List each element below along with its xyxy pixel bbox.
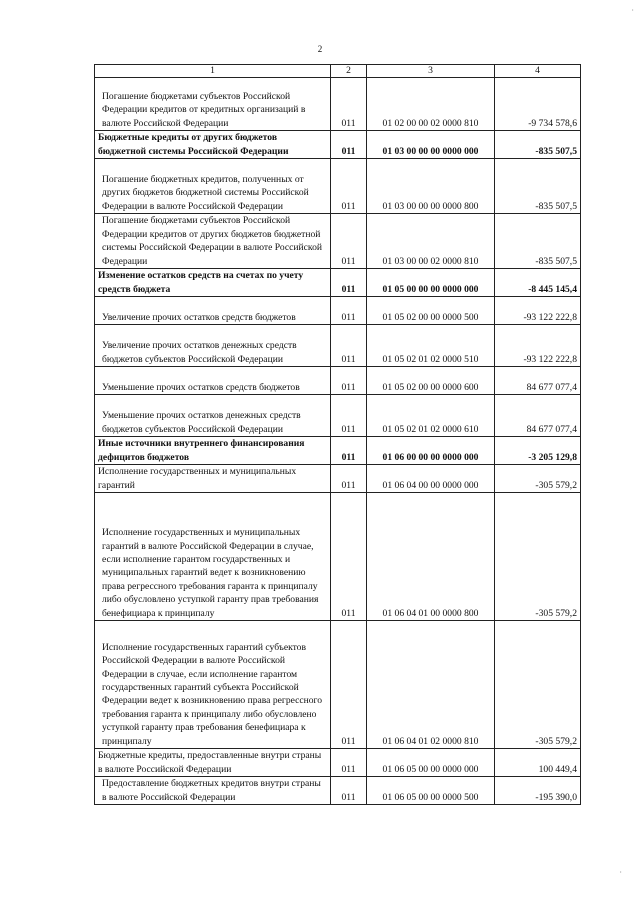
row-name: Предоставление бюджетных кредитов внутри страны в валюте Российской Федерации <box>95 777 331 805</box>
row-amount: -835 507,5 <box>495 159 581 214</box>
row-classification-code: 01 05 02 00 00 0000 500 <box>367 297 495 325</box>
row-classification-code: 01 02 00 00 02 0000 810 <box>367 78 495 131</box>
row-admin-code: 011 <box>331 269 367 297</box>
row-amount: -93 122 222,8 <box>495 325 581 367</box>
row-admin-code: 011 <box>331 325 367 367</box>
row-amount: 84 677 077,4 <box>495 367 581 395</box>
row-admin-code: 011 <box>331 367 367 395</box>
row-admin-code: 011 <box>331 437 367 465</box>
row-name: Бюджетные кредиты, предоставленные внутри страны в валюте Российской Федерации <box>95 749 331 777</box>
row-name: Увеличение прочих остатков денежных средств бюджетов субъектов Российской Федерации <box>95 325 331 367</box>
row-classification-code: 01 06 04 01 02 0000 810 <box>367 621 495 749</box>
row-admin-code: 011 <box>331 465 367 493</box>
row-classification-code: 01 03 00 00 00 0000 800 <box>367 159 495 214</box>
table-row <box>95 214 581 269</box>
row-name: Уменьшение прочих остатков средств бюджетов <box>95 367 331 395</box>
table-row <box>95 621 581 749</box>
row-admin-code: 011 <box>331 621 367 749</box>
table-row <box>95 78 581 131</box>
row-amount: -9 734 578,6 <box>495 78 581 131</box>
scan-mark: · <box>631 6 634 15</box>
table-row <box>95 297 581 325</box>
row-admin-code: 011 <box>331 297 367 325</box>
row-admin-code: 011 <box>331 777 367 805</box>
table-row <box>95 131 581 159</box>
row-name: Иные источники внутреннего финансирования дефицитов бюджетов <box>95 437 331 465</box>
row-admin-code: 011 <box>331 749 367 777</box>
row-admin-code: 011 <box>331 159 367 214</box>
row-amount: -835 507,5 <box>495 214 581 269</box>
header-col-4: 4 <box>495 65 581 78</box>
table-row <box>95 777 581 805</box>
row-amount: -3 205 129,8 <box>495 437 581 465</box>
row-classification-code: 01 06 00 00 00 0000 000 <box>367 437 495 465</box>
row-classification-code: 01 05 00 00 00 0000 000 <box>367 269 495 297</box>
row-classification-code: 01 06 05 00 00 0000 500 <box>367 777 495 805</box>
header-col-1: 1 <box>95 65 331 78</box>
row-amount: -835 507,5 <box>495 131 581 159</box>
row-amount: 84 677 077,4 <box>495 395 581 437</box>
row-classification-code: 01 06 04 01 00 0000 800 <box>367 493 495 621</box>
table-row <box>95 465 581 493</box>
row-name: Уменьшение прочих остатков денежных средств бюджетов субъектов Российской Федерации <box>95 395 331 437</box>
row-classification-code: 01 06 05 00 00 0000 000 <box>367 749 495 777</box>
table-row <box>95 395 581 437</box>
scan-mark: · <box>619 868 622 877</box>
row-amount: -305 579,2 <box>495 493 581 621</box>
row-admin-code: 011 <box>331 78 367 131</box>
row-name: Погашение бюджетами субъектов Российской Федерации кредитов от кредитных организаций в валюте Российской Федерации <box>95 78 331 131</box>
row-amount: 100 449,4 <box>495 749 581 777</box>
row-name: Погашение бюджетных кредитов, полученных от других бюджетов бюджетной системы Российской Федерации в валюте Российской Федерации <box>95 159 331 214</box>
row-classification-code: 01 05 02 01 02 0000 510 <box>367 325 495 367</box>
row-classification-code: 01 05 02 00 00 0000 600 <box>367 367 495 395</box>
row-name: Погашение бюджетами субъектов Российской Федерации кредитов от других бюджетов бюджетной системы Российской Федерации в валюте Российской Федерации <box>95 214 331 269</box>
row-admin-code: 011 <box>331 395 367 437</box>
row-name: Исполнение государственных и муниципальных гарантий <box>95 465 331 493</box>
row-name: Исполнение государственных гарантий субъектов Российской Федерации в валюте Российской Федерации в случае, если исполнение гарантом государственных гарантий субъекта Российской Федерации ведет к возникновению права регрессного требования гаранта к принципалу либо обусловлено уступкой гаранту прав требования бенефициара к принципалу <box>95 621 331 749</box>
row-amount: -305 579,2 <box>495 621 581 749</box>
table-row <box>95 159 581 214</box>
row-amount: -8 445 145,4 <box>495 269 581 297</box>
row-name: Изменение остатков средств на счетах по учету средств бюджета <box>95 269 331 297</box>
page-number: 2 <box>317 44 323 54</box>
row-admin-code: 011 <box>331 214 367 269</box>
row-admin-code: 011 <box>331 493 367 621</box>
row-classification-code: 01 05 02 01 02 0000 610 <box>367 395 495 437</box>
row-name: Исполнение государственных и муниципальных гарантий в валюте Российской Федерации в случае, если исполнение гарантом государственных и муниципальных гарантий ведет к возникновению права регрессного требования гаранта к принципалу либо обусловлено уступкой гаранту прав требования бенефициара к принципалу <box>95 493 331 621</box>
table-row <box>95 325 581 367</box>
row-admin-code: 011 <box>331 131 367 159</box>
row-amount: -93 122 222,8 <box>495 297 581 325</box>
table-row <box>95 367 581 395</box>
row-name: Бюджетные кредиты от других бюджетов бюджетной системы Российской Федерации <box>95 131 331 159</box>
table-row <box>95 437 581 465</box>
table-row <box>95 493 581 621</box>
row-amount: -305 579,2 <box>495 465 581 493</box>
row-amount: -195 390,0 <box>495 777 581 805</box>
budget-sources-table <box>94 64 581 805</box>
header-row <box>95 65 581 78</box>
row-name: Увеличение прочих остатков средств бюджетов <box>95 297 331 325</box>
table-row <box>95 269 581 297</box>
header-col-2: 2 <box>331 65 367 78</box>
table-row <box>95 749 581 777</box>
header-col-3: 3 <box>367 65 495 78</box>
row-classification-code: 01 06 04 00 00 0000 000 <box>367 465 495 493</box>
row-classification-code: 01 03 00 00 02 0000 810 <box>367 214 495 269</box>
row-classification-code: 01 03 00 00 00 0000 000 <box>367 131 495 159</box>
